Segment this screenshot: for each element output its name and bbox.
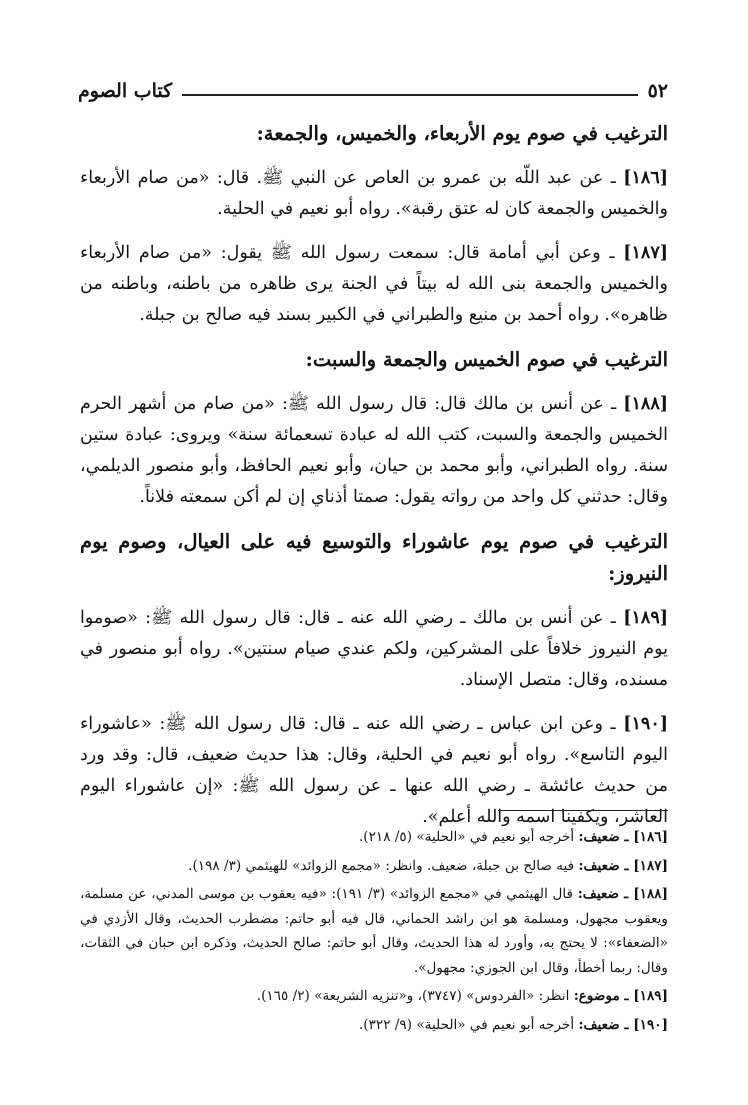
hadith-number: [١٩٠] — [623, 714, 668, 734]
section-heading: الترغيب في صوم الخميس والجمعة والسبت: — [305, 348, 668, 371]
header-rule — [182, 94, 637, 96]
footnote-rule — [498, 810, 668, 811]
hadith-paragraph — [80, 389, 668, 513]
footnote-grade: ـ ضعيف: — [578, 857, 634, 874]
footnote-grade: ـ ضعيف: — [578, 829, 634, 845]
hadith-number: [١٨٨] — [623, 394, 668, 414]
footnote — [80, 1013, 668, 1038]
footnote-text: أخرجه أبو نعيم في «الحلية» (٥/ ٢١٨). — [358, 829, 579, 845]
footnote-text: قال الهيثمي في «مجمع الزوائد» (٣/ ١٩١): «فيه يعقوب بن موسى المدني، عن مسلمة، ويعقوب مجهول، ومسلمة هو ابن راشد الحماني، قال فيه أبو حاتم: مضطرب الحديث، وقال الأزدي في «الضعفاء»: لا يحتج به، وأورد له هذا الحديث، وقال أبو حاتم: صالح الحديث، وذكره ابن حبان في الثقات، وقال: ربما أخطأ، وقال ابن الجوزي: مجهول». — [80, 886, 668, 976]
book-title: كتاب الصوم — [78, 80, 173, 102]
hadith-text: ـ عن أنس بن مالك قال: قال رسول الله ﷺ: «من صام من أشهر الحرم الخميس والجمعة والسبت، كتب الله له عبادة تسعمائة سنة» ويروى: عبادة ستين سنة. رواه الطبراني، وأبو محمد بن حيان، وأبو نعيم الحافظ، وأبو منصور الديلمي، وقال: حدثني كل واحد من رواته يقول: صمتا أذناي إن لم أكن سمعته فلاناً. — [80, 394, 668, 507]
hadith-paragraph — [80, 603, 668, 696]
section-heading: الترغيب في صوم يوم عاشوراء والتوسيع فيه على العيال، وصوم يوم النيروز: — [80, 530, 668, 585]
hadith-text: ـ وعن ابن عباس ـ رضي الله عنه ـ قال: قال رسول الله ﷺ: «عاشوراء اليوم التاسع». رواه أبو نعيم في الحلية، وقال: هذا حديث ضعيف، قال: وقد ورد من حديث عائشة ـ رضي الله عنها ـ عن رسول الله ﷺ: «إن عاشوراء اليوم العاشر، ويكفينا اسمه والله أعلم». — [80, 714, 668, 827]
hadith-number: [١٨٧] — [623, 243, 668, 263]
hadith-text: ـ عن أنس بن مالك ـ رضي الله عنه ـ قال: قال رسول الله ﷺ: «صوموا يوم النيروز خلافاً على المشركين، ولكم عندي صيام سنتين». رواه أبو منصور في مسنده، وقال: متصل الإسناد. — [80, 608, 668, 690]
footnote-grade: ـ موضوع: — [573, 988, 634, 1004]
footnote-number: [١٩٠] — [633, 1016, 668, 1033]
footnote — [80, 825, 668, 850]
footnote-number: [١٨٧] — [633, 857, 668, 874]
hadith-number: [١٨٩] — [623, 608, 668, 628]
footnote-text: انظر: «الفردوس» (٣٧٤٧)، و«تنزيه الشريعة» (٢/ ١٦٥). — [256, 988, 574, 1004]
footnote-number: [١٨٦] — [633, 829, 668, 845]
page-number: ٥٢ — [647, 80, 668, 102]
footnote-number: [١٨٩] — [633, 988, 668, 1004]
footnote — [80, 854, 668, 879]
hadith-paragraph — [80, 163, 668, 225]
footnote-grade: ـ ضعيف: — [578, 1016, 634, 1033]
running-header — [78, 76, 668, 102]
section-heading: الترغيب في صوم يوم الأربعاء، والخميس، والجمعة: — [256, 122, 668, 145]
footnote — [80, 882, 668, 980]
hadith-text: ـ عن عبد اللّه بن عمرو بن العاص عن النبي ﷺ. قال: «من صام الأربعاء والخميس والجمعة كان له عتق رقبة». رواه أبو نعيم في الحلية. — [80, 168, 668, 219]
footnote-number: [١٨٨] — [633, 886, 669, 902]
footnotes — [80, 810, 668, 1041]
footnote-text: فيه صالح بن جبلة، ضعيف. وانظر: «مجمع الزوائد» للهيثمي (٣/ ١٩٨). — [188, 857, 579, 874]
hadith-text: ـ وعن أبي أمامة قال: سمعت رسول الله ﷺ يقول: «من صام الأربعاء والخميس والجمعة بنى الله له بيتاً في الجنة يرى ظاهره من باطنه، وباطنه من ظاهره». رواه أحمد بن منيع والطبراني في الكبير بسند فيه صالح بن جبلة. — [80, 243, 668, 325]
hadith-paragraph — [80, 238, 668, 331]
footnote-grade: ـ ضعيف: — [577, 886, 634, 902]
footnote — [80, 984, 668, 1009]
hadith-number: [١٨٦] — [623, 168, 668, 188]
footnote-text: أخرجه أبو نعيم في «الحلية» (٩/ ٣٢٢). — [358, 1016, 579, 1033]
main-text — [80, 118, 668, 846]
